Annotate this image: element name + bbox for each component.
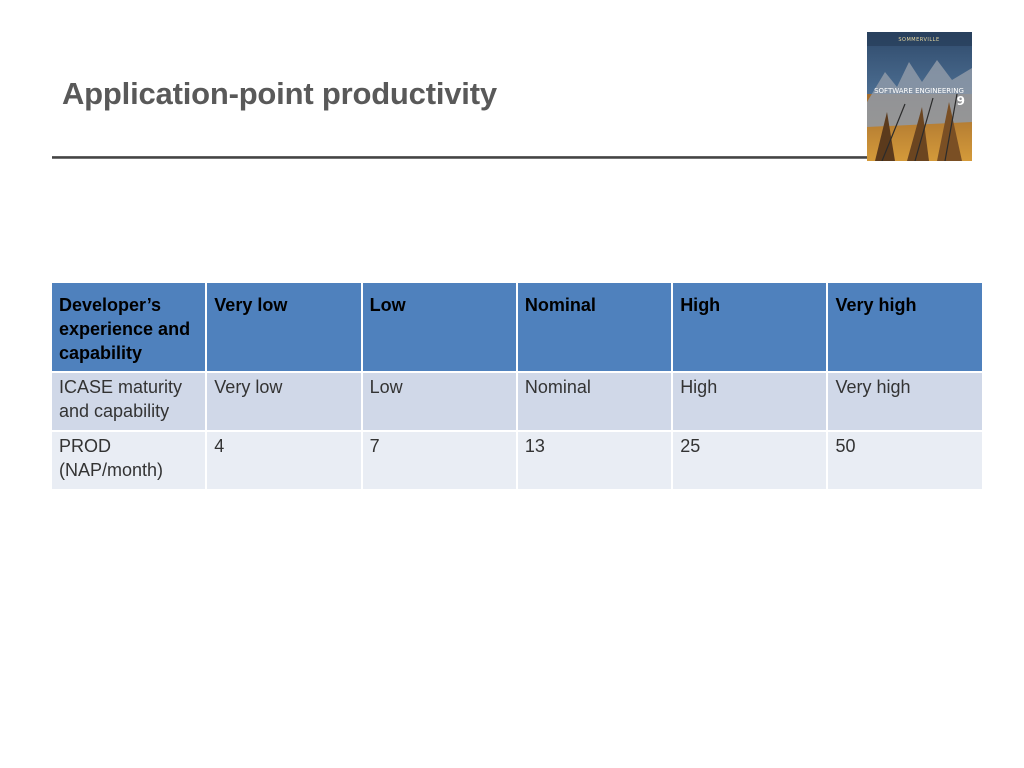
book-author-text: SOMMERVILLE	[898, 37, 940, 43]
table-row	[52, 373, 982, 430]
table-cell: 25	[673, 432, 826, 489]
table-cell: Nominal	[518, 373, 671, 430]
table-cell: 4	[207, 432, 360, 489]
table-cell: High	[673, 373, 826, 430]
table-cell: Very high	[828, 373, 981, 430]
header-cell: High	[673, 283, 826, 371]
title-divider	[52, 156, 868, 159]
table-cell: 7	[363, 432, 516, 489]
book-title-text: SOFTWARE ENGINEERING	[874, 87, 964, 95]
slide-title: Application-point productivity	[62, 76, 497, 111]
table-cell: ICASE maturity and capability	[52, 373, 205, 430]
header-cell: Developer’s experience and capability	[52, 283, 205, 371]
table-cell: Very low	[207, 373, 360, 430]
table-cell: Low	[363, 373, 516, 430]
header-cell: Very low	[207, 283, 360, 371]
table-cell: 13	[518, 432, 671, 489]
header-cell: Low	[363, 283, 516, 371]
table-header-row	[52, 283, 982, 371]
book-cover-image	[867, 32, 972, 161]
productivity-table	[50, 281, 984, 491]
book-edition-text: 9	[956, 94, 965, 108]
table-row	[52, 432, 982, 489]
header-cell: Nominal	[518, 283, 671, 371]
header-cell: Very high	[828, 283, 981, 371]
table-cell: 50	[828, 432, 981, 489]
table-cell: PROD (NAP/month)	[52, 432, 205, 489]
